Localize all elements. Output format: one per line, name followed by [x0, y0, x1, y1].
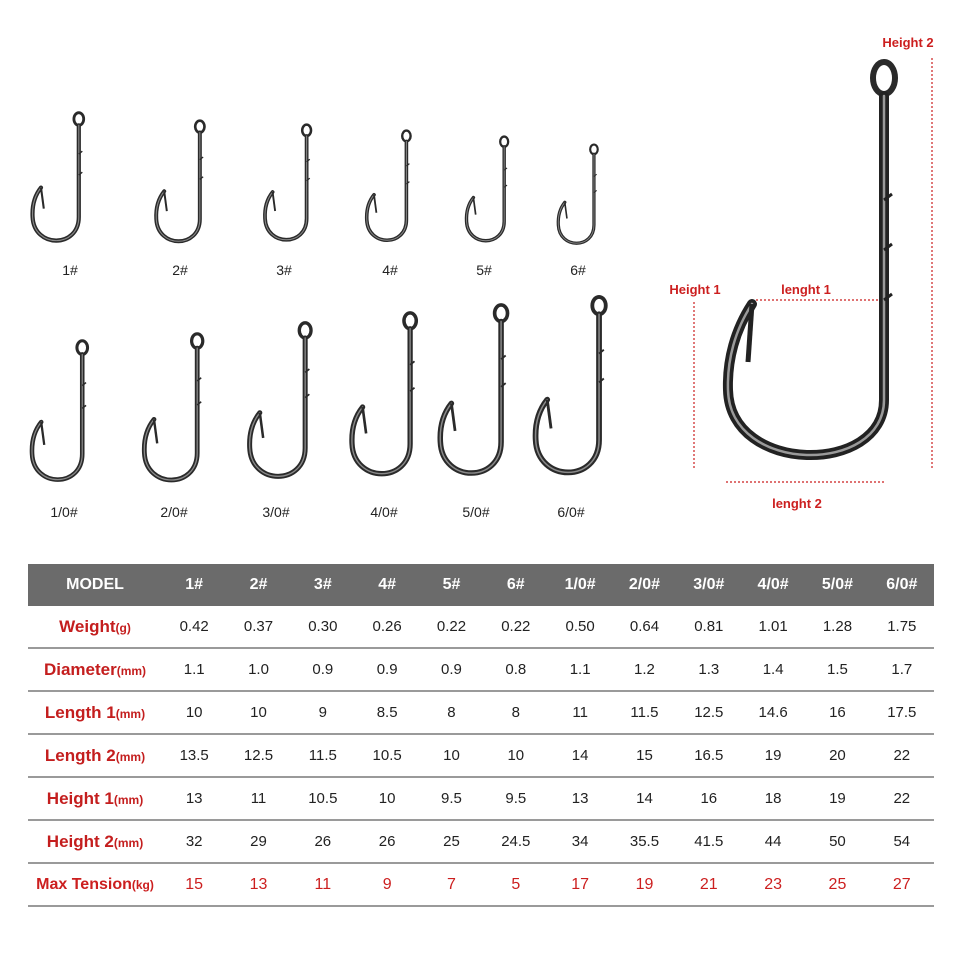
header-size: 5#	[419, 564, 483, 606]
table-cell: 26	[355, 820, 419, 863]
length1-row	[28, 691, 934, 734]
hook-size-label: 2#	[172, 262, 188, 278]
table-cell: 34	[548, 820, 612, 863]
table-cell: 12.5	[677, 691, 741, 734]
table-cell: 12.5	[226, 734, 290, 777]
row-label-text: Weight	[59, 616, 116, 636]
table-cell: 14.6	[741, 691, 805, 734]
hook-image-5-0	[440, 305, 507, 473]
table-cell: 0.9	[355, 648, 419, 691]
table-cell: 0.8	[484, 648, 548, 691]
hook-size-label: 5#	[476, 262, 492, 278]
table-cell: 44	[741, 820, 805, 863]
table-cell: 10	[226, 691, 290, 734]
table-cell: 14	[612, 777, 676, 820]
hook-image-2-0	[144, 334, 203, 480]
table-cell: 22	[870, 777, 934, 820]
header-size: 6#	[484, 564, 548, 606]
table-cell: 16	[805, 691, 869, 734]
table-cell: 1.1	[162, 648, 226, 691]
table-cell: 35.5	[612, 820, 676, 863]
hook-size-label: 5/0#	[462, 504, 490, 520]
row-unit: (mm)	[113, 792, 144, 807]
table-cell: 11	[291, 863, 355, 906]
table-cell: 8	[484, 691, 548, 734]
table-cell: 15	[162, 863, 226, 906]
table-cell: 13	[226, 863, 290, 906]
table-cell: 10	[162, 691, 226, 734]
table-cell: 24.5	[484, 820, 548, 863]
table-cell: 41.5	[677, 820, 741, 863]
table-cell: 1.1	[548, 648, 612, 691]
length2-row	[28, 734, 934, 777]
table-cell: 10	[355, 777, 419, 820]
table-cell: 54	[870, 820, 934, 863]
header-size: 2#	[226, 564, 290, 606]
row-label-text: Height 1	[46, 788, 114, 808]
row-label-text: Max Tension	[36, 875, 132, 893]
header-size: 2/0#	[612, 564, 676, 606]
height1-label: Height 1	[669, 282, 721, 297]
table-cell: 1.4	[741, 648, 805, 691]
row-unit: (kg)	[131, 877, 154, 892]
table-cell: 19	[741, 734, 805, 777]
hook-image-4-0	[352, 313, 416, 474]
hook-size-label: 4#	[382, 262, 398, 278]
height2-row	[28, 820, 934, 863]
table-cell: 8.5	[355, 691, 419, 734]
header-size: 3/0#	[677, 564, 741, 606]
row-unit: (mm)	[113, 835, 144, 850]
table-cell: 11	[548, 691, 612, 734]
table-cell: 0.26	[355, 606, 419, 648]
header-size: 4/0#	[741, 564, 805, 606]
hook-size-label: 2/0#	[160, 504, 188, 520]
table-cell: 0.50	[548, 606, 612, 648]
hook-size-label: 6/0#	[557, 504, 585, 520]
table-cell: 0.9	[419, 648, 483, 691]
row-label	[28, 734, 162, 777]
row-unit: (mm)	[116, 663, 147, 678]
table-cell: 13	[548, 777, 612, 820]
table-cell: 17.5	[870, 691, 934, 734]
table-cell: 0.42	[162, 606, 226, 648]
row-label	[28, 820, 162, 863]
table-cell: 25	[805, 863, 869, 906]
table-cell: 18	[741, 777, 805, 820]
table-cell: 9	[291, 691, 355, 734]
hook-image-4	[367, 131, 411, 241]
table-cell: 0.22	[484, 606, 548, 648]
table-cell: 50	[805, 820, 869, 863]
header-size: 6/0#	[870, 564, 934, 606]
table-cell: 11	[226, 777, 290, 820]
table-cell: 10	[419, 734, 483, 777]
table-cell: 19	[805, 777, 869, 820]
row-label	[28, 648, 162, 691]
table-cell: 7	[419, 863, 483, 906]
table-cell: 1.75	[870, 606, 934, 648]
length1-label: lenght 1	[781, 282, 831, 297]
table-cell: 15	[612, 734, 676, 777]
hook-image-6	[558, 145, 597, 244]
max-tension-row	[28, 863, 934, 906]
table-cell: 19	[612, 863, 676, 906]
hook-size-label: 3#	[276, 262, 292, 278]
table-cell: 8	[419, 691, 483, 734]
table-cell: 9	[355, 863, 419, 906]
table-cell: 13.5	[162, 734, 226, 777]
row-label	[28, 777, 162, 820]
table-cell: 25	[419, 820, 483, 863]
row-label	[28, 606, 162, 648]
header-model: MODEL	[28, 564, 162, 606]
table-header-row	[28, 564, 934, 606]
hook-size-label: 3/0#	[262, 504, 290, 520]
header-size: 3#	[291, 564, 355, 606]
table-cell: 10	[484, 734, 548, 777]
table-cell: 1.01	[741, 606, 805, 648]
table-cell: 1.5	[805, 648, 869, 691]
row-label-text: Length 2	[44, 745, 116, 765]
hook-image-6-0	[536, 297, 606, 472]
table-cell: 1.28	[805, 606, 869, 648]
table-cell: 17	[548, 863, 612, 906]
row-unit: (mm)	[115, 749, 146, 764]
table-cell: 21	[677, 863, 741, 906]
row-unit: (mm)	[115, 706, 146, 721]
header-size: 1/0#	[548, 564, 612, 606]
table-cell: 20	[805, 734, 869, 777]
table-cell: 0.22	[419, 606, 483, 648]
table-cell: 10.5	[291, 777, 355, 820]
table-cell: 23	[741, 863, 805, 906]
table-cell: 22	[870, 734, 934, 777]
hook-size-label: 1/0#	[50, 504, 78, 520]
hook-image-3-0	[250, 323, 311, 477]
table-cell: 0.37	[226, 606, 290, 648]
table-cell: 29	[226, 820, 290, 863]
table-cell: 16	[677, 777, 741, 820]
table-cell: 0.64	[612, 606, 676, 648]
row-label-text: Length 1	[44, 702, 116, 722]
weight-row	[28, 606, 934, 648]
hook-image-3	[265, 125, 311, 240]
hook-size-label: 6#	[570, 262, 586, 278]
header-size: 1#	[162, 564, 226, 606]
hook-image-1	[33, 113, 84, 241]
table-cell: 11.5	[291, 734, 355, 777]
hook-size-label: 1#	[62, 262, 78, 278]
header-size: 4#	[355, 564, 419, 606]
length2-label: lenght 2	[772, 496, 822, 511]
table-cell: 10.5	[355, 734, 419, 777]
table-cell: 9.5	[484, 777, 548, 820]
table-cell: 32	[162, 820, 226, 863]
row-label	[28, 863, 162, 906]
hook-image-1-0	[32, 341, 88, 480]
height2-label: Height 2	[882, 35, 934, 50]
table-cell: 0.30	[291, 606, 355, 648]
table-cell: 1.3	[677, 648, 741, 691]
table-cell: 0.81	[677, 606, 741, 648]
table-cell: 14	[548, 734, 612, 777]
hook-image-5	[466, 137, 508, 241]
table-cell: 1.7	[870, 648, 934, 691]
height1-row	[28, 777, 934, 820]
table-cell: 16.5	[677, 734, 741, 777]
row-label-text: Diameter	[43, 659, 117, 679]
hook-size-label: 4/0#	[370, 504, 398, 520]
hook-image-2	[156, 121, 204, 242]
row-label	[28, 691, 162, 734]
table-cell: 1.0	[226, 648, 290, 691]
header-size: 5/0#	[805, 564, 869, 606]
table-cell: 1.2	[612, 648, 676, 691]
table-cell: 0.9	[291, 648, 355, 691]
table-cell: 11.5	[612, 691, 676, 734]
diameter-row	[28, 648, 934, 691]
table-cell: 5	[484, 863, 548, 906]
table-cell: 27	[870, 863, 934, 906]
row-label-text: Height 2	[46, 831, 114, 851]
dimension-hook-image	[728, 62, 895, 455]
spec-table	[28, 564, 934, 907]
table-cell: 9.5	[419, 777, 483, 820]
row-unit: (g)	[115, 620, 131, 635]
table-cell: 13	[162, 777, 226, 820]
table-cell: 26	[291, 820, 355, 863]
